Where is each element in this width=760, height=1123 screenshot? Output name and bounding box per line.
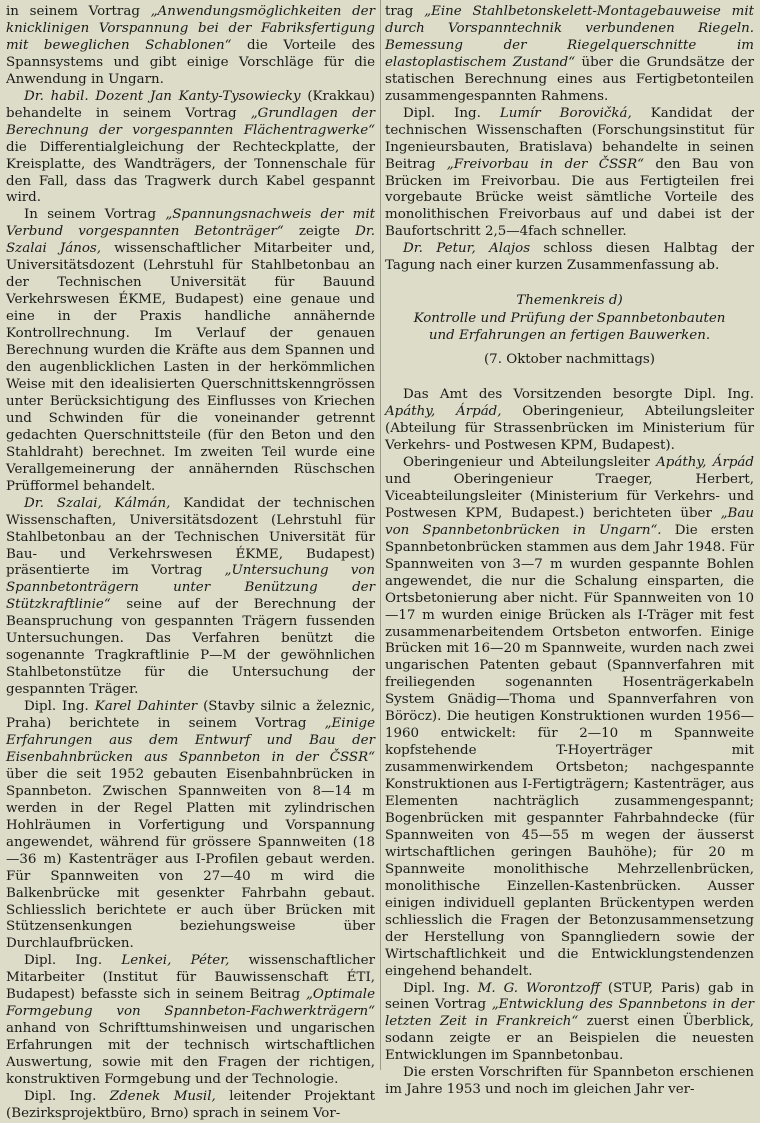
italic-run: „Grundlagen der Berechnung der vorgespannten Flächentragwerke“ bbox=[6, 105, 376, 138]
italic-run: Karel Dahinter bbox=[94, 699, 198, 715]
text-run: Das Amt des Vorsitzenden besorgte Dipl. Ing. bbox=[403, 387, 754, 403]
text-run: wissenschaftlicher Mitarbeiter (Institut für Bauwissenschaft ÉTI, Budapest) befasste sich in seinem Beitrag bbox=[6, 953, 375, 1003]
italic-run: „Anwendungsmöglichkeiten der knicklinigen Vorspannung bei der Fabriksfertigung mit beweglichen Schablonen“ bbox=[6, 4, 375, 53]
text-run: (STUP, Paris) gab in seinen Vortrag bbox=[385, 980, 754, 1013]
italic-run: Dr. Petur, Alajos bbox=[403, 241, 531, 257]
paragraph bbox=[385, 455, 754, 981]
text-run: zuerst einen Überblick, sodann zeigte er an Beispielen die neuesten Entwicklungen im Spannbetonbau. bbox=[385, 1014, 754, 1064]
paragraph bbox=[385, 387, 754, 455]
italic-run: Apáthy, Árpád bbox=[656, 454, 754, 470]
italic-run: „Entwicklung des Spannbetons in der letzten Zeit in Frankreich“ bbox=[385, 997, 754, 1030]
paragraph bbox=[6, 4, 375, 89]
text-run: den Bau von Brücken im Freivorbau. Die aus Fertigteilen frei vorgebaute Brücke weist sämtliche Vorteile des monolithischen Freivorbaus auf und dabei ist der Baufortschritt 2,5—4fach schneller. bbox=[385, 156, 754, 240]
text-run: Dipl. Ing. bbox=[24, 699, 95, 715]
paragraph bbox=[385, 241, 754, 275]
section-heading bbox=[385, 293, 754, 369]
italic-run: „Spannungsnachweis der mit Verbund vorgespannten Betonträger“ bbox=[6, 207, 375, 240]
text-run: Kandidat der technischen Wissenschaften, Universitätsdozent (Lehrstuhl für Stahlbetonbau an der Technischen Universität für Bau- und Verkehrswesen ÉKME, Budapest) präsentierte im Vortrag bbox=[6, 495, 375, 579]
paragraph bbox=[385, 106, 754, 242]
text-run: Dipl. Ing. bbox=[403, 980, 478, 996]
italic-run: Lenkei, Péter, bbox=[121, 953, 230, 969]
text-run: (Krakkau) behandelte in seinem Vortrag bbox=[6, 88, 376, 121]
text-run: zeigte bbox=[283, 224, 356, 240]
section-date: (7. Oktober nachmittags) bbox=[483, 352, 656, 368]
italic-run: „Optimale Formgebung von Spannbeton-Fachwerkträgern“ bbox=[6, 987, 375, 1020]
text-run: Dipl. Ing. bbox=[24, 1089, 110, 1104]
text-run: die Vorteile des Spannsystems und gibt einige Vorschläge für die Anwendung in Ungarn. bbox=[6, 37, 375, 87]
text-run: seine auf der Berechnung der Beanspruchung von gespannten Trägern fussenden Untersuchungen. Das Verfahren benützt die sogenannte Tragkraftlinie P—M der gewöhnlichen Stahlbetonstütze für die Untersuchung der gespannten Träger. bbox=[6, 597, 375, 698]
right-column-bottom bbox=[385, 387, 754, 1099]
italic-run: „Freivorbau in der ČSSR“ bbox=[446, 156, 645, 172]
section-subtitle-line2: und Erfahrungen an fertigen Bauwerken. bbox=[428, 328, 711, 344]
italic-run: Apáthy, Árpád, bbox=[385, 404, 502, 420]
paragraph bbox=[6, 207, 375, 495]
paragraph bbox=[6, 496, 375, 699]
section-subtitle-line1: Kontrolle und Prüfung der Spannbetonbauten bbox=[413, 311, 726, 327]
column-divider bbox=[380, 0, 381, 1070]
text-run: Die ersten Vorschriften für Spannbeton erschienen im Jahre 1953 und noch im gleichen Jahr ver- bbox=[385, 1065, 754, 1098]
text-run: In seinem Vortrag bbox=[24, 207, 166, 223]
paragraph bbox=[385, 4, 754, 106]
text-run: Dipl. Ing. bbox=[403, 105, 500, 121]
italic-run: Dr. habil. Dozent Jan Kanty-Tysowiecky bbox=[24, 88, 301, 104]
text-run: trag bbox=[385, 4, 425, 19]
paragraph bbox=[385, 1065, 754, 1099]
italic-run: Lumír Borovičká, bbox=[499, 105, 632, 121]
text-run: Dipl. Ing. bbox=[24, 953, 122, 969]
text-run: leitender Projektant (Bezirksprojektbüro, Brno) sprach in seinem Vor- bbox=[6, 1089, 375, 1121]
right-column bbox=[385, 4, 755, 1098]
text-run: Kandidat der technischen Wissenschaften (Forschungsinstitut für Ingenieursbauten, Bratislava) behandelte in seinen Beitrag bbox=[385, 105, 754, 172]
text-run: die Differentialgleichung der Rechteckplatte, der Kreisplatte, des Wandträgers, der Tonnenschale für den Fall, dass das Tragwerk durch Kabel gespannt wird. bbox=[6, 139, 375, 206]
text-run: Oberingenieur und Abteilungsleiter bbox=[403, 454, 657, 470]
paragraph bbox=[6, 1089, 375, 1123]
italic-run: „Einige Erfahrungen aus dem Entwurf und Bau der Eisenbahnbrücken aus Spannbeton in der ČSSR“ bbox=[6, 716, 375, 765]
italic-run: Dr. Szalai, Kálmán, bbox=[24, 495, 171, 511]
left-column bbox=[6, 4, 376, 1121]
paragraph bbox=[385, 981, 754, 1066]
section-title: Themenkreis d) bbox=[516, 293, 623, 309]
text-run: über die seit 1952 gebauten Eisenbahnbrücken in Spannbeton. Zwischen Spannweiten von 8—14 m werden in der Regel Platten mit zylindrischen Hohlräumen in Vorfertigung und Vorspannung angewendet, während für grössere Spannweiten (18—36 m) Kastenträger aus I-Profilen gebaut werden. Für Spannweiten von 27—40 m wird die Balkenbrücke mit gesenkter Fahrbahn gebaut. Schliesslich berichtete er auch über Brücken mit Stützensenkungen beziehungsweise über Durchlaufbrücken. bbox=[6, 766, 375, 952]
italic-run: „Bau von Spannbetonbrücken in Ungarn“. bbox=[385, 505, 754, 538]
text-run: anhand von Schrifttumshinweisen und ungarischen Erfahrungen mit der technisch wirtschaftlichen Auswertung, sowie mit den Fragen der richtigen, konstruktiven Formgebung und der Technologie. bbox=[6, 1021, 375, 1088]
text-run: (Stavby silnic a železnic, Praha) berichtete in seinem Vortrag bbox=[6, 699, 376, 732]
text-run: schloss diesen Halbtag der Tagung nach einer kurzen Zusammenfassung ab. bbox=[385, 241, 754, 274]
text-run: wissenschaftlicher Mitarbeiter und, Universitätsdozent (Lehrstuhl für Stahlbetonbau an der Technischen Universität für Bauund Verkehrswesen ÉKME, Budapest) eine genaue und eine in der Praxis handliche annähernde Kontrollrechnung. Im Verlauf der genauen Berechnung wurden die Kräfte aus dem Spannen und den augenblicklichen Lasten in der herkömmlichen Weise mit den idealisierten Querschnittskenngrössen unter Berücksichtigung des Einflusses von Kriechen und Schwinden für die voneinander getrennt gedachten Querschnittsteile (für den Beton und den Stahldraht) berechnet. Im zweiten Teil wurde eine Verallgemeinerung der annähernden Rüschschen Prüfformel behandelt. bbox=[6, 241, 375, 494]
paragraph bbox=[6, 699, 375, 953]
text-run: und Oberingenieur Traeger, Herbert, Viceabteilungsleiter (Ministerium für Verkehrs- und Postwesen KPM, Budapest.) berichteten über bbox=[385, 471, 754, 521]
text-run: über die Grundsätze der statischen Berechnung eines aus Fertigbetonteilen zusammengespannten Rahmens. bbox=[385, 54, 754, 104]
paragraph bbox=[6, 953, 375, 1089]
italic-run: „Untersuchung von Spannbetonträgern unter Benützung der Stützkraftlinie“ bbox=[6, 563, 375, 613]
text-run: Die ersten Spannbetonbrücken stammen aus dem Jahr 1948. Für Spannweiten von 3—7 m wurden gespannte Bohlen angewendet, die nur die Schalung einsparten, die Ortsbetonierung aber nicht. Für Spannweiten von 10—17 m wurden einige Brücken als I-Träger mit fest zusammenarbeitendem Ortsbeton entworfen. Einige Brücken mit 16—20 m Spannweite, wurden nach zwei ungarischen Patenten gebaut (Spannverfahren mit freiliegenden sogenannten Hosenträgerkabeln System Gnädig—Thoma und Spannverfahren von Böröcz). Die heutigen Konstruktionen wurden 1956—1960 entwickelt: für 2—10 m Spannweite kopfstehende T-Hoyerträger mit zusammenwirkendem Ortsbeton; nachgespannte Konstruktionen aus I-Fertigträgern; Kastenträger, aus Elementen nachträglich zusammengespannt; Bogenbrücken mit gespannter Fahrbahndecke (für Spannweiten von 45—55 m wegen der äusserst wirtschaftlichen geringen Bauhöhe); für 20 m Spannweite monolithische Mehrzellenbrücken, monolithische Einzellen-Kastenbrücken. Ausser einigen individuell geplanten Brückentypen werden schliesslich die Fragen der Betonzusammensetzung der Herstellung von Spanngliedern sowie der Wirtschaftlichkeit und die Entwicklungstendenzen eingehend behandelt. bbox=[385, 522, 754, 979]
italic-run: M. G. Worontzoff bbox=[477, 980, 600, 996]
italic-run: Zdenek Musil, bbox=[109, 1089, 216, 1104]
paragraph bbox=[6, 89, 375, 208]
text-run: Oberingenieur, Abteilungsleiter (Abteilung für Strassenbrücken im Ministerium für Verkehrs- und Postwesen KPM, Budapest). bbox=[385, 404, 755, 454]
italic-run: Dr. Szalai János, bbox=[6, 224, 375, 257]
text-run: in seinem Vortrag bbox=[6, 4, 151, 19]
right-column-top bbox=[385, 4, 754, 275]
italic-run: „Eine Stahlbetonskelett-Montagebauweise mit durch Vorspanntechnik verbundenen Riegeln. Bemessung der Riegelquerschnitte im elastoplastischem Zustand“ bbox=[385, 4, 754, 70]
